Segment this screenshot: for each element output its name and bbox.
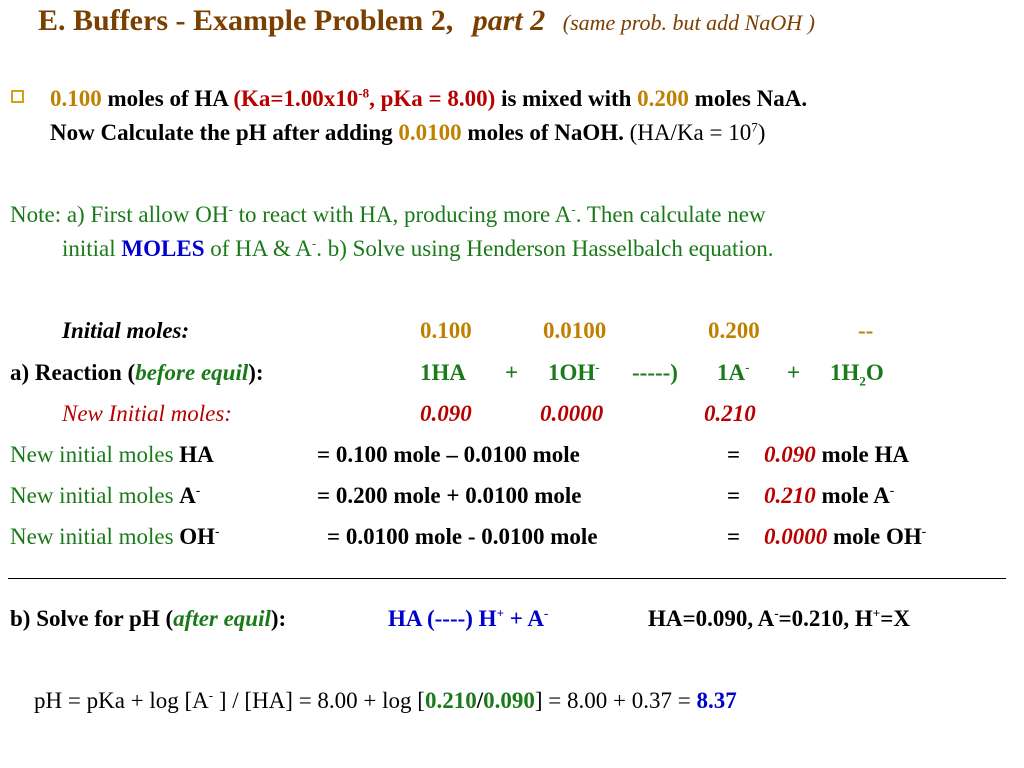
superscript: - xyxy=(921,523,927,539)
calc-result-a xyxy=(764,483,894,509)
superscript: - xyxy=(571,201,576,217)
calc-row-oh xyxy=(10,524,219,550)
superscript: - xyxy=(215,523,220,539)
superscript: - xyxy=(774,605,779,621)
initial-h2o-value: -- xyxy=(858,318,874,343)
superscript: - xyxy=(311,235,317,251)
ka-value: (Ka=1.00x10 xyxy=(233,86,359,111)
calc-result-value: 0.090 xyxy=(764,442,816,467)
reaction-a xyxy=(717,360,749,386)
reaction-plus-2: + xyxy=(787,360,801,385)
calc-eq-oh: = 0.0100 mole - 0.0100 mole xyxy=(327,524,598,549)
calc-eq2-a: = xyxy=(727,483,741,508)
calc-eq-ha: = 0.100 mole – 0.0100 mole xyxy=(317,442,580,467)
initial-a-value: 0.200 xyxy=(708,318,760,343)
calc-row-ha xyxy=(10,442,214,468)
title-main: E. Buffers - Example Problem 2, xyxy=(38,4,454,37)
reaction-label-text: ): xyxy=(248,360,264,385)
reaction-ha: 1HA xyxy=(420,360,466,385)
reaction-label xyxy=(10,360,264,386)
problem-text: is mixed with xyxy=(495,86,638,111)
superscript: - xyxy=(745,359,750,375)
calc-result-oh xyxy=(764,524,926,550)
new-initial-ha-value: 0.090 xyxy=(420,401,472,426)
ph-text: ] / [HA] = 8.00 + log [ xyxy=(213,688,425,713)
ph-result: 8.37 xyxy=(696,688,737,713)
problem-text: Now Calculate the pH after adding xyxy=(50,120,399,145)
reaction-oh-text: 1OH xyxy=(548,360,596,385)
calc-eq-a: = 0.200 mole + 0.0100 mole xyxy=(317,483,582,508)
equilibrium-text: + A xyxy=(504,606,544,631)
ph-denominator: 0.090 xyxy=(483,688,535,713)
ph-equation xyxy=(34,688,737,714)
calc-species: OH xyxy=(179,524,216,549)
note-text: initial xyxy=(62,236,122,261)
note-line-1 xyxy=(10,202,766,228)
calc-result-value: 0.210 xyxy=(764,483,816,508)
reaction-label-emphasis: before equil xyxy=(135,360,249,385)
ratio-text: (HA/Ka = 10 xyxy=(623,120,752,145)
calc-label: New initial moles xyxy=(10,524,180,549)
calc-label: New initial moles xyxy=(10,483,180,508)
section-divider xyxy=(8,578,1006,579)
note-text: . Then calculate new xyxy=(575,202,766,227)
calc-result-ha xyxy=(764,442,909,468)
solve-label xyxy=(10,606,286,632)
checkbox-bullet-icon xyxy=(11,90,24,103)
new-initial-oh-value: 0.0000 xyxy=(540,401,604,426)
problem-line-2 xyxy=(50,120,765,146)
ratio-exponent: 7 xyxy=(751,119,758,135)
subscript: 2 xyxy=(859,373,866,389)
page-title xyxy=(38,4,815,38)
note-line-2 xyxy=(62,236,774,262)
note-text: of HA & A xyxy=(204,236,312,261)
moles-emphasis: MOLES xyxy=(121,236,205,261)
calc-label: New initial moles xyxy=(10,442,180,467)
superscript: + xyxy=(496,605,504,621)
superscript: - xyxy=(208,687,214,703)
moles-ha-value: 0.100 xyxy=(50,86,102,111)
new-initial-a-value: 0.210 xyxy=(704,401,756,426)
calc-result-unit: mole HA xyxy=(815,442,910,467)
problem-line-1 xyxy=(50,86,807,112)
initial-moles-label: Initial moles: xyxy=(62,318,190,343)
equilibrium-equation xyxy=(388,606,548,632)
calc-result-unit: mole OH xyxy=(827,524,922,549)
ph-slash: / xyxy=(476,688,484,713)
ratio-text: ) xyxy=(757,120,766,145)
values-text: =X xyxy=(880,606,910,631)
moles-naa-value: 0.200 xyxy=(637,86,689,111)
solve-label-text: b) Solve for pH ( xyxy=(10,606,174,631)
reaction-arrow: -----) xyxy=(632,360,678,385)
new-initial-moles-label: New Initial moles: xyxy=(62,401,232,426)
problem-text: moles of NaOH. xyxy=(461,120,624,145)
superscript: - xyxy=(889,482,895,498)
solve-label-emphasis: after equil xyxy=(173,606,271,631)
ph-numerator: 0.210 xyxy=(424,688,477,713)
superscript: - xyxy=(543,605,549,621)
calc-species: HA xyxy=(179,442,214,467)
reaction-plus-1: + xyxy=(505,360,519,385)
initial-ha-value: 0.100 xyxy=(420,318,472,343)
ka-exponent: -8 xyxy=(358,85,370,101)
reaction-oh xyxy=(548,360,600,386)
initial-oh-value: 0.0100 xyxy=(543,318,607,343)
moles-naoh-value: 0.0100 xyxy=(398,120,462,145)
ph-text: pH = pKa + log [A xyxy=(34,688,209,713)
calc-species: A xyxy=(179,483,196,508)
calc-result-unit: mole A xyxy=(815,483,890,508)
superscript: - xyxy=(595,359,600,375)
reaction-h2o xyxy=(830,360,884,389)
values-text: =0.210, H xyxy=(778,606,873,631)
reaction-a-text: 1A xyxy=(717,360,746,385)
calc-eq2-oh: = xyxy=(727,524,741,549)
ph-text: ] = 8.00 + 0.37 = xyxy=(534,688,697,713)
equilibrium-text: HA (----) H xyxy=(388,606,497,631)
solve-label-text: ): xyxy=(270,606,287,631)
equilibrium-values xyxy=(648,606,910,632)
values-text: HA=0.090, A xyxy=(648,606,775,631)
superscript: - xyxy=(195,482,201,498)
note-text: Note: a) First allow OH xyxy=(10,202,229,227)
note-text: . b) Solve using Henderson Hasselbalch equation. xyxy=(316,236,774,261)
reaction-h2o-text: 1H xyxy=(830,360,860,385)
note-text: to react with HA, producing more A xyxy=(232,202,572,227)
title-subtitle: (same prob. but add NaOH ) xyxy=(562,10,815,35)
reaction-label-text: a) Reaction ( xyxy=(10,360,136,385)
calc-row-a xyxy=(10,483,200,509)
title-part: part 2 xyxy=(472,4,546,37)
problem-text: moles NaA. xyxy=(688,86,808,111)
problem-text: moles of HA xyxy=(101,86,234,111)
superscript: + xyxy=(872,605,881,621)
reaction-h2o-text: O xyxy=(865,360,884,385)
pka-value: , pKa = 8.00) xyxy=(369,86,496,111)
calc-result-value: 0.0000 xyxy=(764,524,828,549)
calc-eq2-ha: = xyxy=(727,442,741,467)
superscript: - xyxy=(228,201,233,217)
